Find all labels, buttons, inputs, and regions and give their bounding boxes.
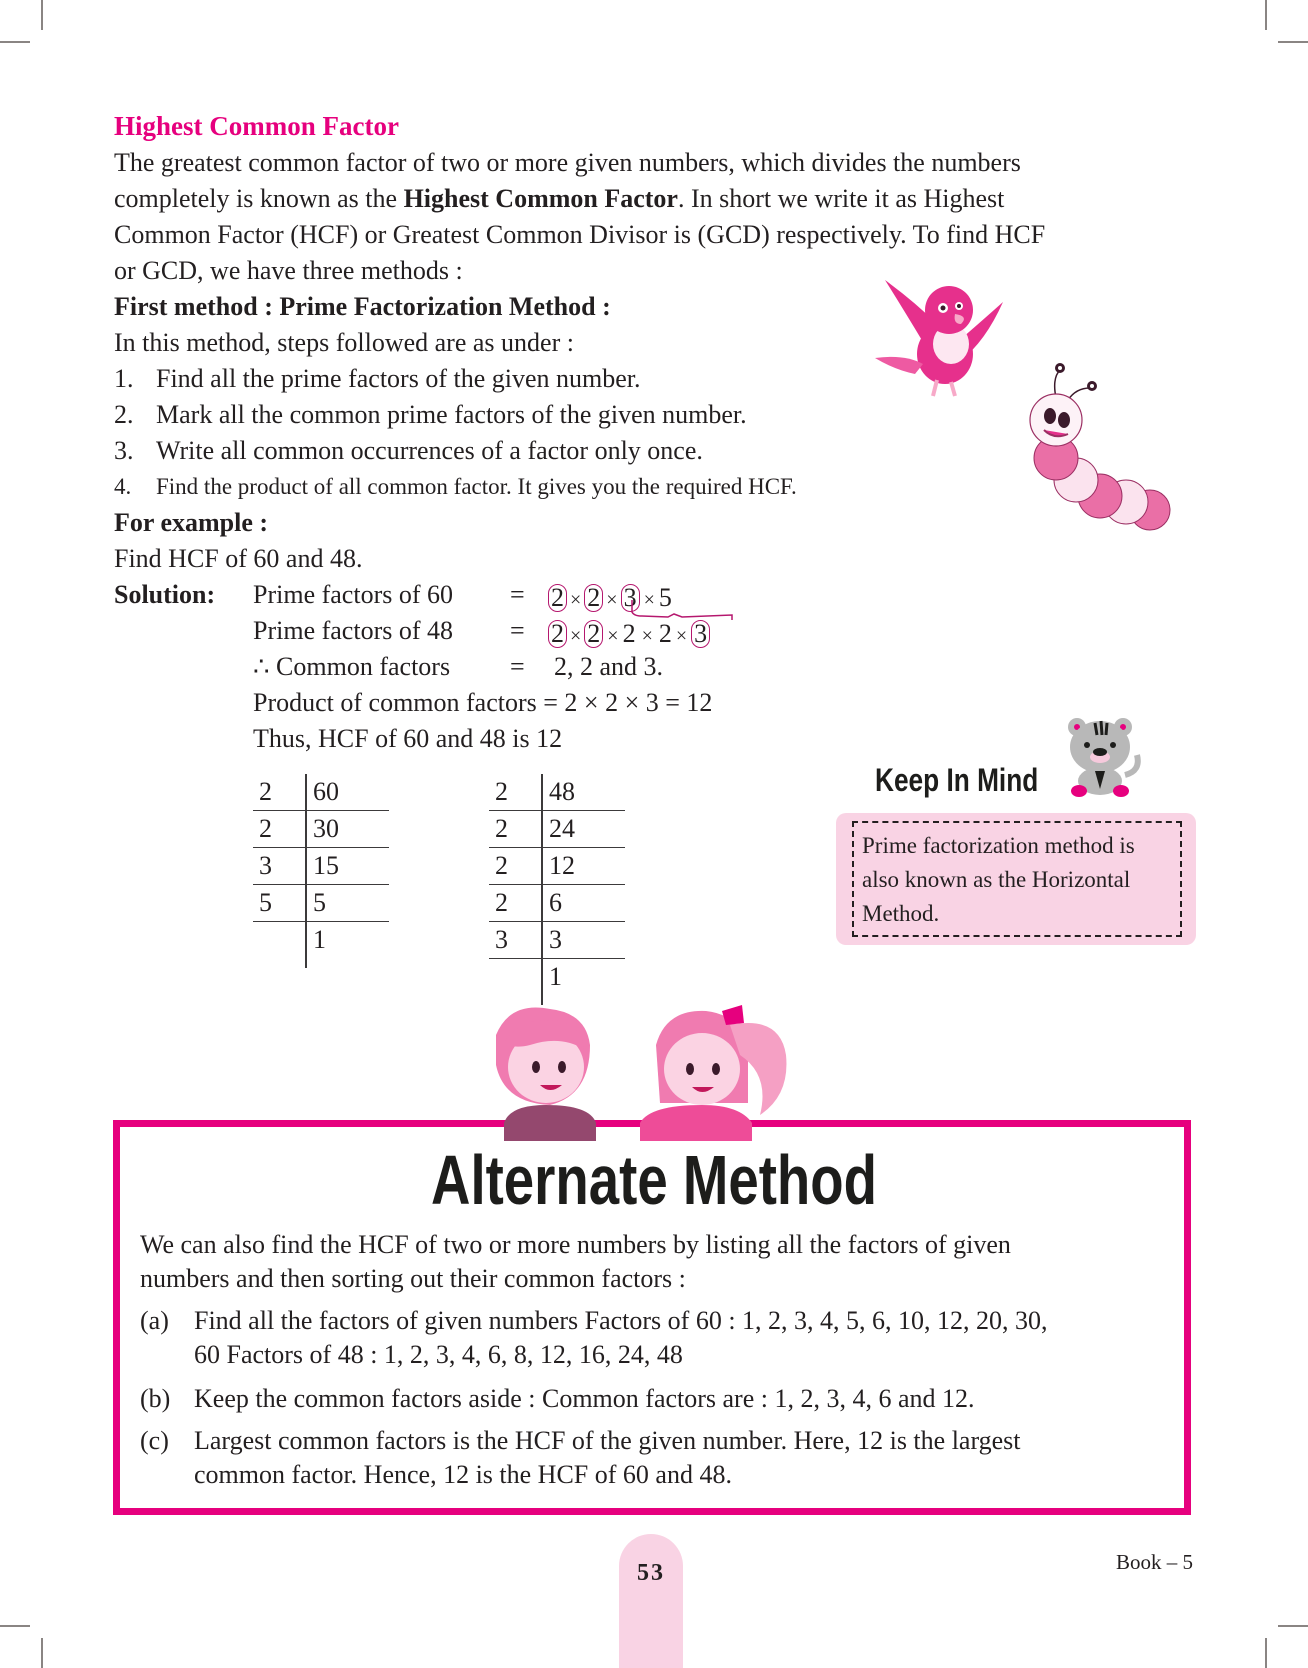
- equals-sign: =: [510, 616, 525, 645]
- times-sign: ×: [607, 625, 619, 647]
- crop-mark: [41, 0, 43, 30]
- quotient: 60: [306, 774, 389, 811]
- method-heading: First method : Prime Factorization Method :: [114, 292, 611, 321]
- step-item: [114, 433, 703, 469]
- ladder-row: [489, 848, 625, 885]
- factor: 2: [622, 619, 636, 648]
- step-item: [114, 361, 641, 397]
- step-number: 3.: [114, 436, 134, 465]
- division-ladder-48: [489, 774, 625, 1005]
- alternate-step-c: [140, 1424, 1180, 1492]
- divisor: 2: [253, 774, 306, 811]
- divisor: [489, 959, 542, 996]
- equals-sign: =: [510, 652, 525, 681]
- divisor: 2: [489, 885, 542, 922]
- division-ladder-60: [253, 774, 389, 968]
- crop-mark: [1278, 1625, 1308, 1627]
- caterpillar-illustration: [1000, 360, 1175, 535]
- note-line: Method.: [862, 901, 940, 926]
- step-line: Find all the factors of given numbers Factors of 60 : 1, 2, 3, 4, 5, 6, 10, 12, 20, 30,: [194, 1306, 1048, 1335]
- product-line: Product of common factors = 2 × 2 × 3 = 12: [253, 688, 713, 717]
- solution-row-60: [253, 577, 453, 613]
- step-item: [114, 469, 797, 505]
- quotient: 30: [306, 811, 389, 848]
- divisor: 3: [253, 848, 306, 885]
- common-factor-circle: 3: [621, 584, 640, 612]
- crop-mark: [1265, 0, 1267, 30]
- times-sign: ×: [643, 589, 655, 611]
- intro-line: [114, 181, 1004, 217]
- common-factor-circle: 2: [584, 584, 603, 612]
- common-factors-label: ∴ Common factors: [253, 652, 451, 681]
- ladder-row: [489, 811, 625, 848]
- divisor: 3: [489, 922, 542, 959]
- alternate-intro: [140, 1228, 1180, 1296]
- crop-mark: [0, 41, 30, 43]
- common-factor-circle: 2: [548, 620, 567, 648]
- intro-line: Common Factor (HCF) or Greatest Common Divisor is (GCD) respectively. To find HCF: [114, 220, 1046, 249]
- ladder-row: [489, 885, 625, 922]
- times-sign: ×: [641, 625, 653, 647]
- note-line: Prime factorization method is: [862, 833, 1135, 858]
- step-number: 1.: [114, 364, 134, 393]
- intro-text: . In short we write it as Highest: [677, 184, 1005, 213]
- divisor: 5: [253, 885, 306, 922]
- solution-label: Solution:: [114, 580, 216, 609]
- ladder-row: [253, 774, 389, 811]
- intro-text: completely is known as the: [114, 184, 404, 213]
- factor: 5: [658, 583, 672, 612]
- keep-in-mind-box: [836, 813, 1196, 945]
- step-text: Find all the prime factors of the given number.: [156, 364, 641, 393]
- quotient: 12: [542, 848, 625, 885]
- common-factor-circle: 2: [548, 584, 567, 612]
- crop-mark: [1265, 1638, 1267, 1668]
- times-sign: ×: [570, 625, 582, 647]
- intro-line: or GCD, we have three methods :: [114, 256, 463, 285]
- divisor: 2: [253, 811, 306, 848]
- factor: 2: [658, 619, 672, 648]
- alternate-step-a: [140, 1304, 1180, 1372]
- ladder-row: [253, 885, 389, 922]
- ladder-row: [253, 811, 389, 848]
- quotient: 48: [542, 774, 625, 811]
- ladder-row: [489, 922, 625, 959]
- section-heading: Highest Common Factor: [114, 111, 399, 141]
- quotient: 24: [542, 811, 625, 848]
- page-number-tab: [619, 1534, 683, 1668]
- row-label: Prime factors of 60: [253, 580, 454, 609]
- equals-sign: =: [510, 580, 525, 609]
- term-highlight: Highest Common Factor: [403, 184, 678, 213]
- times-sign: ×: [606, 589, 618, 611]
- times-sign: ×: [675, 625, 688, 647]
- conclusion-line: Thus, HCF of 60 and 48 is 12: [253, 724, 563, 753]
- step-text: Write all common occurrences of a factor only once.: [156, 436, 703, 465]
- children-illustration: [490, 1005, 820, 1145]
- connector-line: [628, 598, 738, 620]
- row-label: Prime factors of 48: [253, 616, 454, 645]
- step-label: (b): [140, 1384, 171, 1413]
- step-number: 2.: [114, 400, 134, 429]
- step-text: Mark all the common prime factors of the given number.: [156, 400, 747, 429]
- step-label: (c): [140, 1426, 169, 1455]
- method-intro: In this method, steps followed are as under :: [114, 328, 574, 357]
- times-sign: ×: [570, 589, 582, 611]
- quotient: 5: [306, 885, 389, 922]
- example-heading: For example :: [114, 508, 269, 537]
- crop-mark: [1278, 41, 1308, 43]
- divisor: 2: [489, 774, 542, 811]
- divisor: 2: [489, 848, 542, 885]
- solution-row-48: [253, 613, 453, 649]
- intro-line: numbers and then sorting out their common factors :: [140, 1264, 686, 1293]
- book-label: Book – 5: [1116, 1550, 1194, 1574]
- alternate-method-title: Alternate Method: [431, 1141, 877, 1219]
- step-number: 4.: [114, 474, 132, 499]
- keep-in-mind-note: [852, 821, 1182, 937]
- step-line: 60 Factors of 48 : 1, 2, 3, 4, 6, 8, 12, 16, 24, 48: [194, 1340, 683, 1369]
- step-item: [114, 397, 747, 433]
- step-label: (a): [140, 1306, 169, 1335]
- quotient: 1: [313, 925, 326, 954]
- ladder-row: [253, 848, 389, 885]
- quotient: 1: [549, 962, 562, 991]
- step-line: Keep the common factors aside : Common factors are : 1, 2, 3, 4, 6 and 12.: [194, 1384, 975, 1413]
- common-factors-value: 2, 2 and 3.: [554, 652, 664, 681]
- note-line: also known as the Horizontal: [862, 867, 1131, 892]
- tiger-cub-illustration: [1065, 715, 1145, 799]
- step-text: Find the product of all common factor. It gives you the required HCF.: [156, 474, 797, 499]
- quotient: 6: [542, 885, 625, 922]
- ladder-tail: [489, 995, 625, 1005]
- divisor: [253, 922, 306, 959]
- quotient: 15: [306, 848, 389, 885]
- example-question: Find HCF of 60 and 48.: [114, 544, 363, 573]
- intro-line: We can also find the HCF of two or more numbers by listing all the factors of given: [140, 1230, 1011, 1259]
- page-number: 53: [637, 1560, 665, 1586]
- keep-in-mind-title: Keep In Mind: [875, 762, 1039, 798]
- crop-mark: [0, 1625, 30, 1627]
- common-factor-circle: 2: [584, 620, 603, 648]
- ladder-row: [253, 922, 389, 959]
- divisor: 2: [489, 811, 542, 848]
- ladder-row: [489, 774, 625, 811]
- common-factor-circle: 3: [691, 620, 710, 648]
- alternate-step-b: [140, 1382, 1180, 1416]
- crop-mark: [41, 1638, 43, 1668]
- step-line: Largest common factors is the HCF of the given number. Here, 12 is the largest: [194, 1426, 1021, 1455]
- ladder-tail: [253, 958, 389, 968]
- quotient: 3: [542, 922, 625, 959]
- bird-illustration: [875, 272, 1015, 400]
- intro-line: The greatest common factor of two or more given numbers, which divides the numbers: [114, 148, 1021, 177]
- ladder-row: [489, 959, 625, 996]
- step-line: common factor. Hence, 12 is the HCF of 60 and 48.: [194, 1460, 732, 1489]
